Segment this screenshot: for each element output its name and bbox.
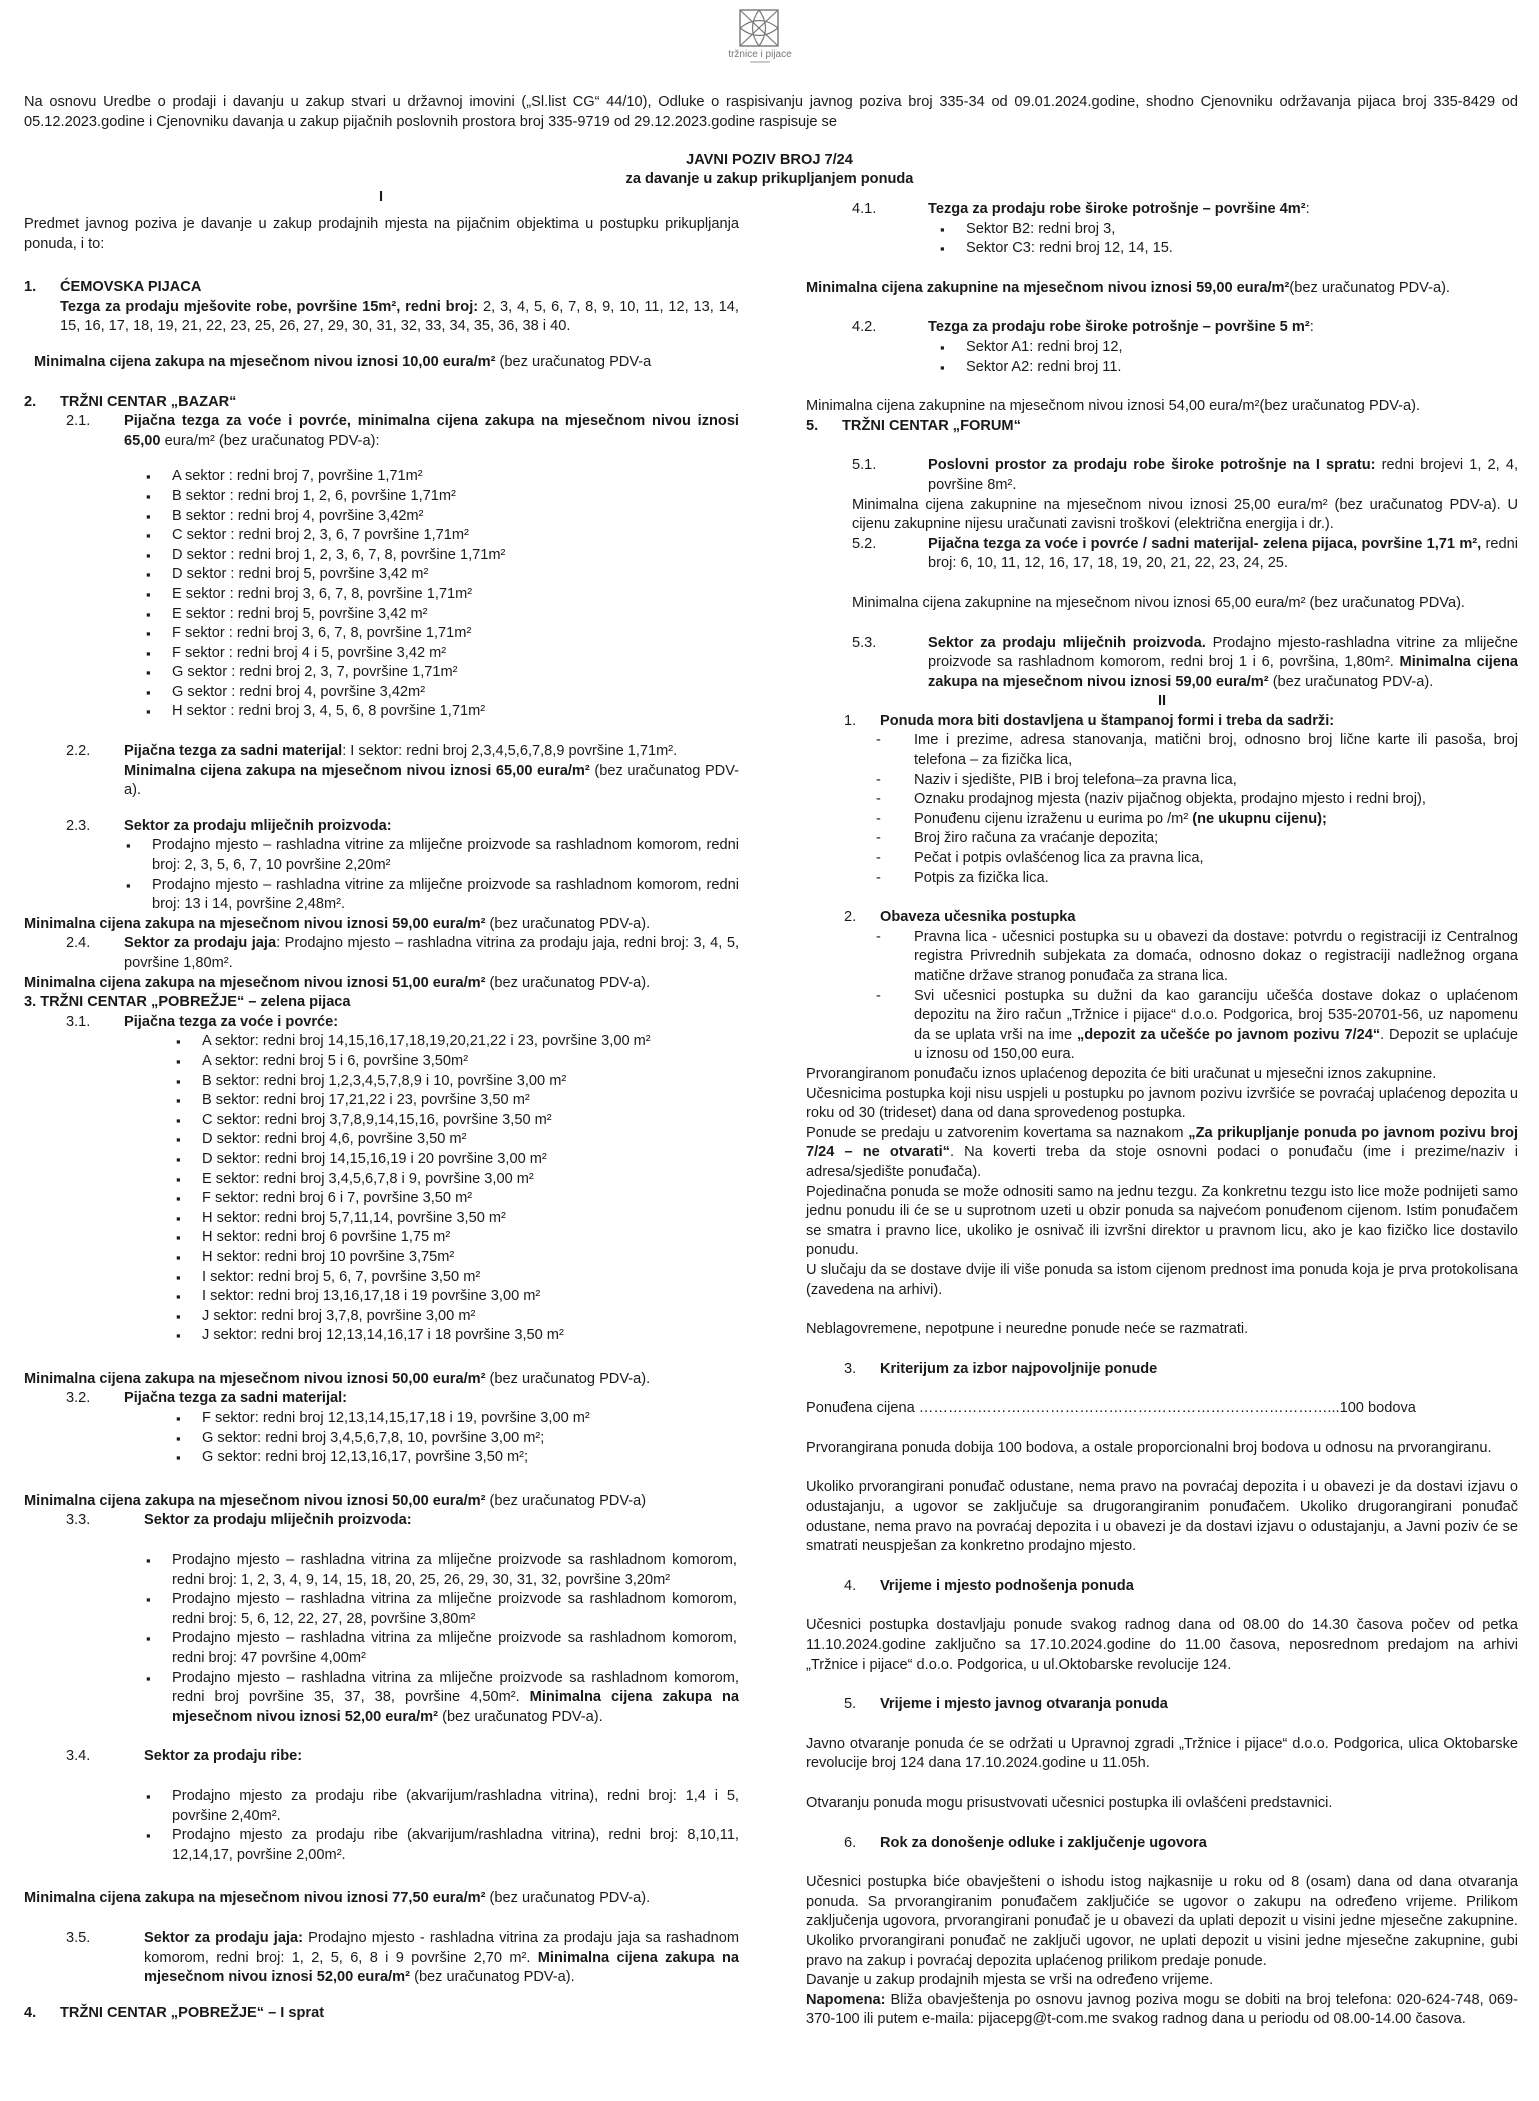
section-4-1-min-price bbox=[806, 279, 1518, 299]
section-3-3-last bbox=[24, 1669, 739, 1728]
section-2-heading bbox=[24, 393, 739, 413]
min-price-bold: Minimalna cijena zakupa na mjesečnom nivou iznosi 77,50 eura/m² bbox=[24, 1890, 486, 1907]
list-item: ▪ Prodajno mjesto za prodaju ribe (akvarijum/rashladna vitrina), redni broj: 8,10,11, 12,14,17, površine 2,00m². bbox=[172, 1826, 739, 1865]
min-price-normal: (bez uračunatog PDV-a). bbox=[124, 762, 740, 799]
list-item: - Broj žiro računa za vraćanje depozita; bbox=[914, 829, 1518, 849]
subsection-text bbox=[144, 1929, 739, 1988]
part-2-item-3 bbox=[806, 1360, 1518, 1380]
list-item: ▪ Sektor A1: redni broj 12, bbox=[966, 338, 1518, 358]
section-3-1-min-price bbox=[24, 1370, 739, 1390]
subsection-number: 4.2. bbox=[852, 319, 877, 336]
subsection-number: 2.2. bbox=[66, 743, 91, 760]
submission-text: Učesnici postupka dostavljaju ponude svakog radnog dana od 08.00 do 14.30 časova počev od petka 11.10.2024.godine zaključno sa 17.10.2024.godine do 11.00 časova, neposrednom predajom na arhivi „Tržnice i pijace“ d.o.o. Podgorica, u ul.Oktobarske revolucije 124. bbox=[806, 1617, 1518, 1673]
section-2-3 bbox=[24, 817, 739, 837]
section-4-1 bbox=[806, 200, 1518, 220]
list-item: - Oznaku prodajnog mjesta (naziv pijačnog objekta, prodajno mjesto i redni broj), bbox=[914, 790, 1518, 810]
part-2-item-2-list bbox=[806, 928, 1518, 1065]
section-4-2-min-price: Minimalna cijena zakupnine na mjesečnom nivou iznosi 54,00 eura/m²(bez uračunatog PDV-a). bbox=[806, 398, 1421, 415]
list-item: ▪ I sektor: redni broj 13,16,17,18 i 19 površine 3,00 m² bbox=[202, 1287, 739, 1307]
list-item: ▪ D sektor: redni broj 4,6, površine 3,50 m² bbox=[202, 1130, 739, 1150]
section-3-2-min-price bbox=[24, 1492, 739, 1512]
subsection-text bbox=[124, 934, 739, 973]
section-1-min-price bbox=[24, 353, 739, 373]
section-3-3 bbox=[24, 1511, 739, 1531]
list-item: ▪ B sektor : redni broj 1, 2, 6, površine 1,71m² bbox=[172, 487, 739, 507]
subsection-bold: Sektor za prodaju jaja: bbox=[144, 1929, 303, 1946]
list-item bbox=[172, 1669, 739, 1728]
item-title: Vrijeme i mjesto javnog otvaranja ponuda bbox=[880, 1696, 1168, 1713]
section-2-2 bbox=[24, 742, 739, 801]
paragraph-1: Prvorangiranom ponuđaču iznos uplaćenog depozita će biti uračunat u mjesečni iznos zakupnine. bbox=[806, 1065, 1437, 1082]
item-bold: Minimalna cijena zakupa na mjesečnom nivou iznosi 52,00 eura/m² bbox=[172, 1689, 739, 1725]
section-3-1-list bbox=[24, 1032, 739, 1346]
section-title: TRŽNI CENTAR „BAZAR“ bbox=[60, 393, 237, 410]
list-item: ▪ D sektor : redni broj 1, 2, 3, 6, 7, 8, površine 1,71m² bbox=[172, 546, 739, 566]
subsection-normal: : bbox=[1309, 319, 1314, 336]
subsection-number: 3.2. bbox=[66, 1390, 91, 1407]
subsection-text bbox=[928, 535, 1518, 574]
subsection-title: Pijačna tezga za voće i povrće: bbox=[124, 1013, 339, 1030]
list-item: ▪ B sektor: redni broj 1,2,3,4,5,7,8,9 i 10, površine 3,00 m² bbox=[202, 1072, 739, 1092]
item-title: Vrijeme i mjesto podnošenja ponuda bbox=[880, 1577, 1134, 1594]
note-text: Bliža obavještenja po osnovu javnog poziva mogu se dobiti na broj telefona: 020-624-748, 069-370-100 ili putem e-maila: pijacepg@t-com.me svakog radnog dana u periodu od 08.00-14.00 časova. bbox=[806, 1991, 1518, 2028]
subsection-text bbox=[124, 742, 739, 801]
list-item: ▪ Prodajno mjesto za prodaju ribe (akvarijum/rashladna vitrina), redni broj: 1,4 i 5, površine 2,40m². bbox=[172, 1787, 739, 1826]
section-2-1-list bbox=[24, 467, 739, 722]
section-3-4-min-price bbox=[24, 1889, 739, 1909]
subsection-number: 2.3. bbox=[66, 817, 91, 834]
section-5-heading bbox=[806, 417, 1518, 437]
list-item: ▪ A sektor : redni broj 7, površine 1,71m² bbox=[172, 467, 739, 487]
section-4-heading bbox=[24, 2004, 739, 2024]
tezga-numbers: 2, 3, 4, 5, 6, 7, 8, 9, 10, 11, 12, 13, 14, 15, 16, 17, 18, 19, 21, 22, 23, 25, 26, 27, 29, 30, 31, 32, 33, 34, 35, 36, 38 i 40. bbox=[60, 298, 739, 335]
subsection-normal: : I sektor: redni broj 2,3,4,5,6,7,8,9 površine 1,71m². bbox=[342, 743, 678, 760]
item-number: 1. bbox=[844, 712, 857, 729]
section-2-4-min-price bbox=[24, 974, 739, 994]
list-item: ▪ Prodajno mjesto – rashladna vitrina za mliječne proizvode sa rashladnom komorom, redni broj: 5, 6, 12, 22, 27, 28, površine 3,80m² bbox=[172, 1590, 737, 1629]
subsection-number: 3.5. bbox=[66, 1929, 91, 1946]
section-2-3-min-price bbox=[24, 915, 739, 935]
section-number: 5. bbox=[806, 417, 819, 434]
note-label: Napomena: bbox=[806, 1991, 886, 2008]
part-2-item-6 bbox=[806, 1834, 1518, 1854]
section-3-1 bbox=[24, 1013, 739, 1033]
paragraph-3 bbox=[806, 1124, 1518, 1183]
item-title: Rok za donošenje odluke i zaključenje ugovora bbox=[880, 1834, 1207, 1851]
list-item: ▪ H sektor: redni broj 5,7,11,14, površine 3,50 m² bbox=[202, 1209, 739, 1229]
list-item: ▪ Sektor C3: redni broj 12, 14, 15. bbox=[966, 239, 1518, 259]
para-bold: „Za prikupljanje ponuda po javnom pozivu broj 7/24 – ne otvarati“ bbox=[806, 1124, 1518, 1161]
subsection-normal: : bbox=[1305, 201, 1310, 217]
min-price-normal: (bez uračunatog PDV-a) bbox=[485, 1492, 647, 1509]
min-price-bold: Minimalna cijena zakupa na mjesečnom nivou iznosi 50,00 eura/m² bbox=[24, 1492, 486, 1509]
part-2-item-1-price bbox=[806, 810, 1518, 830]
subsection-number: 5.3. bbox=[852, 634, 877, 651]
list-item: - Pravna lica - učesnici postupka su u obavezi da dostave: potvrdu o registraciji iz Centralnog registra Privrednih subjekata za domaća, odnosno dokaz o registraciji nadležnog organa matične države stranog ponuđača za strana lica. bbox=[914, 928, 1518, 987]
section-3-2-list bbox=[24, 1409, 739, 1468]
list-item: ▪ F sektor: redni broj 12,13,14,15,17,18 i 19, površine 3,00 m² bbox=[202, 1409, 739, 1429]
paragraph-6: Neblagovremene, nepotpune i neuredne ponude neće se razmatrati. bbox=[806, 1321, 1249, 1338]
part-2-item-5 bbox=[806, 1695, 1518, 1715]
section-2-3-list bbox=[24, 836, 739, 914]
subsection-number: 2.4. bbox=[66, 935, 91, 952]
section-4-2-list bbox=[806, 338, 1518, 377]
list-item: ▪ J sektor: redni broj 3,7,8, površine 3,00 m² bbox=[202, 1307, 739, 1327]
roman-numeral-2: II bbox=[1158, 693, 1167, 710]
subsection-title: Sektor za prodaju mliječnih proizvoda: bbox=[124, 817, 392, 834]
list-item: ▪ Prodajno mjesto – rashladna vitrine za mliječne proizvode sa rashladnom komorom, redni broj: 2, 3, 5, 6, 7, 10 površine 2,20m² bbox=[152, 836, 739, 875]
subsection-bold: Sektor za prodaju jaja bbox=[124, 935, 277, 952]
item-number: 5. bbox=[844, 1696, 857, 1713]
min-price-normal: (bez uračunatog PDV-a). bbox=[485, 1890, 651, 1907]
para-normal: Ponude se predaju u zatvorenim kovertama sa naznakom bbox=[806, 1124, 1189, 1141]
section-title: ĆEMOVSKA PIJACA bbox=[60, 279, 202, 296]
section-3-4 bbox=[24, 1747, 739, 1767]
subsection-bold: Tezga za prodaju robe široke potrošnje – površine 5 m² bbox=[928, 319, 1310, 336]
list-item: ▪ E sektor : redni broj 5, površine 3,42 m² bbox=[172, 605, 739, 625]
list-item: ▪ G sektor: redni broj 12,13,16,17, površine 3,50 m²; bbox=[202, 1448, 739, 1468]
item-title: Kriterijum za izbor najpovoljnije ponude bbox=[880, 1360, 1158, 1377]
opening-text: Javno otvaranje ponuda će se održati u Upravnoj zgradi „Tržnice i pijace“ d.o.o. Podgorica, ulica Oktobarske revolucije broj 124 dana 17.10.2024.godine u 11.05h. bbox=[806, 1735, 1518, 1772]
item-normal: Prodajno mjesto – rashladna vitrina za mliječne proizvode sa rashladnom komorom, redni broj površine 35, 37, 38, površine 4,50m². bbox=[172, 1669, 739, 1706]
subsection-title: Pijačna tezga za sadni materijal: bbox=[124, 1390, 348, 1407]
left-column bbox=[24, 215, 739, 2023]
section-4-2 bbox=[806, 318, 1518, 338]
tezga-title: Tezga za prodaju mješovite robe, površine 15m², redni broj: bbox=[60, 298, 479, 315]
subsection-normal: : Prodajno mjesto – rashladna vitrina za prodaju jaja, redni broj: 3, 4, 5, površine 1,80m². bbox=[124, 935, 739, 971]
subsection-number: 3.3. bbox=[66, 1512, 91, 1529]
subsection-number: 2.1. bbox=[66, 413, 91, 430]
min-price-normal: (bez uračunatog PDV-a). bbox=[485, 974, 651, 991]
list-item: ▪ H sektor: redni broj 10 površine 3,75m² bbox=[202, 1248, 739, 1268]
min-price-bold: Minimalna cijena zakupa na mjesečnom nivou iznosi 59,00 eura/m² bbox=[24, 915, 486, 932]
list-item: ▪ Prodajno mjesto – rashladna vitrine za mliječne proizvode sa rashladnom komorom, redni broj: 13 i 14, površine 2,48m². bbox=[152, 876, 739, 915]
list-item: ▪ F sektor: redni broj 6 i 7, površine 3,50 m² bbox=[202, 1189, 739, 1209]
subsection-bold-2: Minimalna cijena zakupa na mjesečnom nivou iznosi 52,00 eura/m² bbox=[144, 1949, 739, 1986]
list-item: ▪ F sektor : redni broj 4 i 5, površine 3,42 m² bbox=[172, 644, 739, 664]
section-5-2 bbox=[806, 535, 1518, 574]
subsection-normal-2: (bez uračunatog PDV-a). bbox=[1268, 673, 1434, 690]
subsection-number: 4.1. bbox=[852, 201, 877, 217]
section-3-4-list bbox=[24, 1787, 739, 1865]
item-number: 4. bbox=[844, 1577, 857, 1594]
min-price-normal: (bez uračunatog PDV-a). bbox=[485, 915, 651, 932]
item-title: Ponuda mora biti dostavljena u štampanoj formi i treba da sadrži: bbox=[880, 712, 1335, 729]
min-price-bold: Minimalna cijena zakupnine na mjesečnom nivou iznosi 59,00 eura/m² bbox=[806, 279, 1290, 296]
list-item: - Potpis za fizička lica. bbox=[914, 869, 1518, 889]
section-3-3-list bbox=[24, 1551, 739, 1669]
subsection-number: 5.2. bbox=[852, 535, 877, 552]
subsection-normal: Prodajno mjesto - rashladna vitrina za prodaju jaja sa rashadnom komorom, redni broj: 1, 2, 5, 6, 8 i 9 površine 2,70 m². bbox=[144, 1929, 739, 1966]
subsection-number: 5.1. bbox=[852, 457, 877, 474]
intro-paragraph: Na osnovu Uredbe o prodaji i davanju u zakup stvari u državnoj imovini („Sl.list CG“ 44/10), Odluke o raspisivanju javnog poziva broj 335-34 od 09.01.2024.godine, shodno Cjenovniku održavanja pijaca broj 335-8429 od 05.12.2023.godine i Cjenovniku davanja u zakup pijačnih poslovnih prostora broj 335-9719 od 29.12.2023.godine raspisuje se bbox=[24, 94, 1518, 130]
subsection-title: Sektor za prodaju mliječnih proizvoda: bbox=[144, 1512, 412, 1529]
list-item: ▪ C sektor: redni broj 3,7,8,9,14,15,16, površine 3,50 m² bbox=[202, 1111, 739, 1131]
paragraph-2: Učesnicima postupka koji nisu uspjeli u postupku po javnom pozivu izvršiće se povraćaj uplaćenog depozita u roku od 30 (trideset) dana od dana sprovedenog postupka. bbox=[806, 1085, 1518, 1122]
list-item: - Naziv i sjedište, PIB i broj telefona–za pravna lica, bbox=[914, 771, 1518, 791]
document-title: JAVNI POZIV BROJ 7/24 bbox=[686, 152, 853, 168]
para-normal-2: . Na koverti treba da stoje osnovni podaci o ponuđaču (ime i prezime/naziv i adresa/sjedište ponuđača). bbox=[806, 1144, 1518, 1180]
decision-text-2: Davanje u zakup prodajnih mjesta se vrši na određeno vrijeme. bbox=[806, 1972, 1214, 1989]
item-normal: Svi učesnici postupka su dužni da kao garanciju učešća dostave dokaz o uplaćenom depozitu na žiro račun „Tržnice i pijace“ d.o.o. Podgorica, broj 535-20701-56, uz napomenu da se uplata vrši na ime bbox=[914, 987, 1518, 1043]
subsection-normal: redni broj: 6, 10, 11, 12, 16, 17, 18, 19, 20, 21, 22, 23, 24, 25. bbox=[928, 535, 1518, 572]
part-2-item-1 bbox=[806, 712, 1518, 732]
subsection-text bbox=[928, 200, 1518, 220]
subsection-normal: Prodajno mjesto-rashladna vitrine za mliječne proizvode sa rashladnom komorom, redni broj 1 i 6, površina, 1,80m². bbox=[928, 634, 1518, 671]
list-item: ▪ G sektor : redni broj 4, površine 3,42m² bbox=[172, 683, 739, 703]
section-2-1 bbox=[24, 412, 739, 451]
list-item: ▪ E sektor: redni broj 3,4,5,6,7,8 i 9, površine 3,00 m² bbox=[202, 1170, 739, 1190]
list-item: ▪ I sektor: redni broj 5, 6, 7, površine 3,50 m² bbox=[202, 1268, 739, 1288]
section-number: 4. bbox=[24, 2004, 37, 2021]
section-number: 2. bbox=[24, 393, 37, 410]
list-item: ▪ Sektor A2: redni broj 11. bbox=[966, 358, 1518, 378]
subject-paragraph: Predmet javnog poziva je davanje u zakup prodajnih mjesta na pijačnim objektima u postupku prikupljanja ponuda, i to: bbox=[24, 216, 739, 252]
part-2-item-2 bbox=[806, 908, 1518, 928]
note-paragraph bbox=[806, 1991, 1518, 2030]
section-3-5 bbox=[24, 1929, 739, 1988]
subsection-title: Sektor za prodaju ribe: bbox=[144, 1748, 303, 1765]
item-title: Obaveza učesnika postupka bbox=[880, 909, 1076, 926]
list-item bbox=[914, 987, 1518, 1065]
section-5-1 bbox=[806, 456, 1518, 495]
subsection-text bbox=[928, 456, 1518, 495]
subsection-bold: Pijačna tezga za voće i povrće, minimalna cijena zakupa na mjesečnom nivou iznosi 65,00 bbox=[124, 413, 739, 449]
criteria-text-2: Ukoliko prvorangirani ponuđač odustane, nema pravo na povraćaj depozita i u obavezi je da dostavi izjavu o odustajanju, a ugovor se zaključuje sa drugorangiranim ponuđačem. Ukoliko drugorangirani ponuđač odustane, nema pravo na povraćaj depozita i u obavezi je da dostavi izjavu o odustajanju, a Javni poziv će se smatrati neuspješan za konkretno prodajno mjesto. bbox=[806, 1479, 1518, 1555]
list-item: ▪ A sektor: redni broj 14,15,16,17,18,19,20,21,22 i 23, površine 3,00 m² bbox=[202, 1032, 739, 1052]
decision-text: Učesnici postupka biće obavješteni o ishodu istog najkasnije u roku od 8 (osam) dana od dana otvaranja ponuda. Sa prvorangiranim ponuđačem zaključiće se ugovor o zakupu na određeno vrijeme. Prilikom zaključenja ugovora, prvorangirani ponuđač je u obavezi da uplati depozit u visini jedne mjesečne zakupnine. Ukoliko prvorangirani ponuđač ne zaključi ugovor, ne uplati depozit u visini jedne mjesečne zakupnine, gubi pravo na zakup i povraćaj depozita uplaćenog prilikom predaje ponude. bbox=[806, 1874, 1518, 1969]
document-subtitle: za davanje u zakup prikupljanjem ponuda bbox=[625, 171, 914, 187]
section-4-1-list bbox=[806, 220, 1518, 259]
list-item: ▪ H sektor: redni broj 6 površine 1,75 m² bbox=[202, 1228, 739, 1248]
min-price-normal: (bez uračunatog PDV-a). bbox=[485, 1370, 651, 1387]
list-item: - Ime i prezime, adresa stanovanja, matični broj, odnosno broj lične karte ili pasoša, broj telefona – za fizička lica, bbox=[914, 731, 1518, 770]
list-item: ▪ B sektor: redni broj 17,21,22 i 23, površine 3,50 m² bbox=[202, 1091, 739, 1111]
section-title: TRŽNI CENTAR „POBREŽJE“ – I sprat bbox=[60, 2004, 325, 2021]
subsection-text bbox=[928, 318, 1518, 338]
part-2-item-4 bbox=[806, 1577, 1518, 1597]
list-item: ▪ F sektor : redni broj 3, 6, 7, 8, površine 1,71m² bbox=[172, 624, 739, 644]
logo-emblem-icon bbox=[700, 8, 820, 78]
min-price-normal: (bez uračunatog PDV-a). bbox=[1289, 279, 1450, 296]
subsection-number: 3.4. bbox=[66, 1748, 91, 1765]
subsection-bold: Poslovni prostor za prodaju robe široke potrošnje na I spratu: bbox=[928, 457, 1376, 474]
paragraph-4: Pojedinačna ponuda se može odnositi samo na jednu tezgu. Za konkretnu tezgu isto lice može podnijeti samo jednu ponudu ili će se u suprotnom uzeti u obzir ponuda sa najvećom ponuđenom cijenom. Istim ponuđačem se smatra i pravno lice, ukoliko je osnivač ili izvršni direktor u pravnom licu, ako je kao fizičko lice dostavilo ponudu. bbox=[806, 1183, 1518, 1259]
section-5-3 bbox=[806, 634, 1518, 693]
section-2-4 bbox=[24, 934, 739, 973]
min-price-bold: Minimalna cijena zakupa na mjesečnom nivou iznosi 10,00 eura/m² bbox=[34, 353, 496, 370]
list-item: ▪ H sektor : redni broj 3, 4, 5, 6, 8 površine 1,71m² bbox=[172, 702, 739, 722]
list-item: ▪ Prodajno mjesto – rashladna vitrina za mliječne proizvode sa rashladnom komorom, redni broj: 1, 2, 3, 4, 9, 14, 15, 18, 20, 25, 26, 29, 30, 31, 32, površine 3,20m² bbox=[172, 1551, 737, 1590]
criteria-text: Prvorangirana ponuda dobija 100 bodova, a ostale proporcionalni broj bodova u odnosu na prvorangiranu. bbox=[806, 1439, 1492, 1456]
part-2-item-1-list-2 bbox=[806, 829, 1518, 888]
list-item: ▪ Sektor B2: redni broj 3, bbox=[966, 220, 1518, 240]
subsection-normal: redni brojevi 1, 2, 4, površine 8m². bbox=[928, 457, 1518, 493]
section-title: TRŽNI CENTAR „FORUM“ bbox=[842, 417, 1021, 434]
part-2-item-1-list bbox=[806, 731, 1518, 809]
subsection-bold: Pijačna tezga za sadni materijal bbox=[124, 743, 343, 760]
list-item: ▪ Prodajno mjesto – rashladna vitrina za mliječne proizvode sa rashladnom komorom, redni broj: 47 površine 4,00m² bbox=[172, 1629, 737, 1668]
list-item: ▪ J sektor: redni broj 12,13,14,16,17 i 18 površine 3,50 m² bbox=[202, 1326, 739, 1346]
roman-numeral-1: I bbox=[379, 189, 384, 205]
list-item: - Pečat i potpis ovlašćenog lica za pravna lica, bbox=[914, 849, 1518, 869]
subsection-bold-2: Minimalna cijena zakupa na mjesečnom nivou iznosi 59,00 eura/m² bbox=[928, 654, 1518, 690]
item-number: 3. bbox=[844, 1360, 857, 1377]
paragraph-5: U slučaju da se dostave dvije ili više ponuda sa istom cijenom prednost ima ponuda koja je prva protokolisana (zavedena na arhivi). bbox=[806, 1261, 1518, 1298]
item-bold: (ne ukupnu cijenu); bbox=[1188, 810, 1327, 827]
subsection-text bbox=[928, 634, 1518, 693]
list-item: ▪ C sektor : redni broj 2, 3, 6, 7 površine 1,71m² bbox=[172, 526, 739, 546]
section-3-heading: 3. TRŽNI CENTAR „POBREŽJE“ – zelena pijaca bbox=[24, 994, 351, 1011]
item-normal: Ponuđenu cijenu izraženu u eurima po /m² bbox=[914, 810, 1189, 827]
subsection-bold: Tezga za prodaju robe široke potrošnje – površine 4m² bbox=[928, 201, 1306, 217]
list-item: ▪ D sektor: redni broj 14,15,16,19 i 20 površine 3,00 m² bbox=[202, 1150, 739, 1170]
section-5-2-min-price: Minimalna cijena zakupnine na mjesečnom nivou iznosi 65,00 eura/m² (bez uračunatog PDVa). bbox=[852, 594, 1465, 611]
list-item: ▪ G sektor : redni broj 2, 3, 7, površine 1,71m² bbox=[172, 663, 739, 683]
list-item: ▪ D sektor : redni broj 5, površine 3,42 m² bbox=[172, 565, 739, 585]
subsection-bold: Pijačna tezga za voće i povrće / sadni materijal- zelena pijaca, površine 1,71 m², bbox=[928, 535, 1482, 552]
section-1-heading bbox=[24, 278, 739, 298]
company-logo bbox=[700, 8, 820, 78]
list-item: ▪ E sektor : redni broj 3, 6, 7, 8, površine 1,71m² bbox=[172, 585, 739, 605]
list-item bbox=[914, 810, 1518, 830]
min-price-bold: Minimalna cijena zakupa na mjesečnom nivou iznosi 65,00 eura/m² bbox=[124, 762, 590, 779]
min-price-bold: Minimalna cijena zakupa na mjesečnom nivou iznosi 51,00 eura/m² bbox=[24, 974, 486, 991]
criteria-line: Ponuđena cijena …………………………………………………………………………...100 bodova bbox=[806, 1400, 1416, 1417]
right-column bbox=[806, 200, 1518, 2030]
min-price-bold: Minimalna cijena zakupa na mjesečnom nivou iznosi 50,00 eura/m² bbox=[24, 1370, 486, 1387]
min-price-normal: (bez uračunatog PDV-a bbox=[495, 353, 652, 370]
subsection-text bbox=[124, 412, 739, 451]
item-normal-2: . Depozit se uplaćuje u iznosu od 150,00 eura. bbox=[914, 1026, 1518, 1063]
logo-caption: tržnice i pijace bbox=[728, 49, 792, 60]
list-item: ▪ G sektor: redni broj 3,4,5,6,7,8, 10, površine 3,00 m²; bbox=[202, 1429, 739, 1449]
subsection-normal: eura/m² (bez uračunatog PDV-a): bbox=[164, 432, 380, 449]
item-bold: „depozit za učešće po javnom pozivu 7/24“ bbox=[1076, 1026, 1381, 1043]
opening-text-2: Otvaranju ponuda mogu prisustvovati učesnici postupka ili ovlašćeni predstavnici. bbox=[806, 1795, 1333, 1811]
item-number: 2. bbox=[844, 909, 857, 926]
list-item: ▪ A sektor: redni broj 5 i 6, površine 3,50m² bbox=[202, 1052, 739, 1072]
item-number: 6. bbox=[844, 1834, 857, 1851]
subsection-bold: Sektor za prodaju mliječnih proizvoda. bbox=[928, 634, 1206, 651]
list-item: ▪ B sektor : redni broj 4, površine 3,42m² bbox=[172, 507, 739, 527]
item-normal-2: (bez uračunatog PDV-a). bbox=[438, 1708, 603, 1725]
section-1-body bbox=[24, 298, 739, 337]
section-5-1-extra: Minimalna cijena zakupnine na mjesečnom nivou iznosi 25,00 eura/m² (bez uračunatog PDV-a). U cijenu zakupnine nijesu uračunati zavisni troškovi (električna energija i dr.). bbox=[852, 496, 1518, 533]
subsection-number: 3.1. bbox=[66, 1013, 91, 1030]
section-3-2 bbox=[24, 1389, 739, 1409]
subsection-normal-2: (bez uračunatog PDV-a). bbox=[410, 1969, 575, 1986]
section-number: 1. bbox=[24, 279, 37, 296]
